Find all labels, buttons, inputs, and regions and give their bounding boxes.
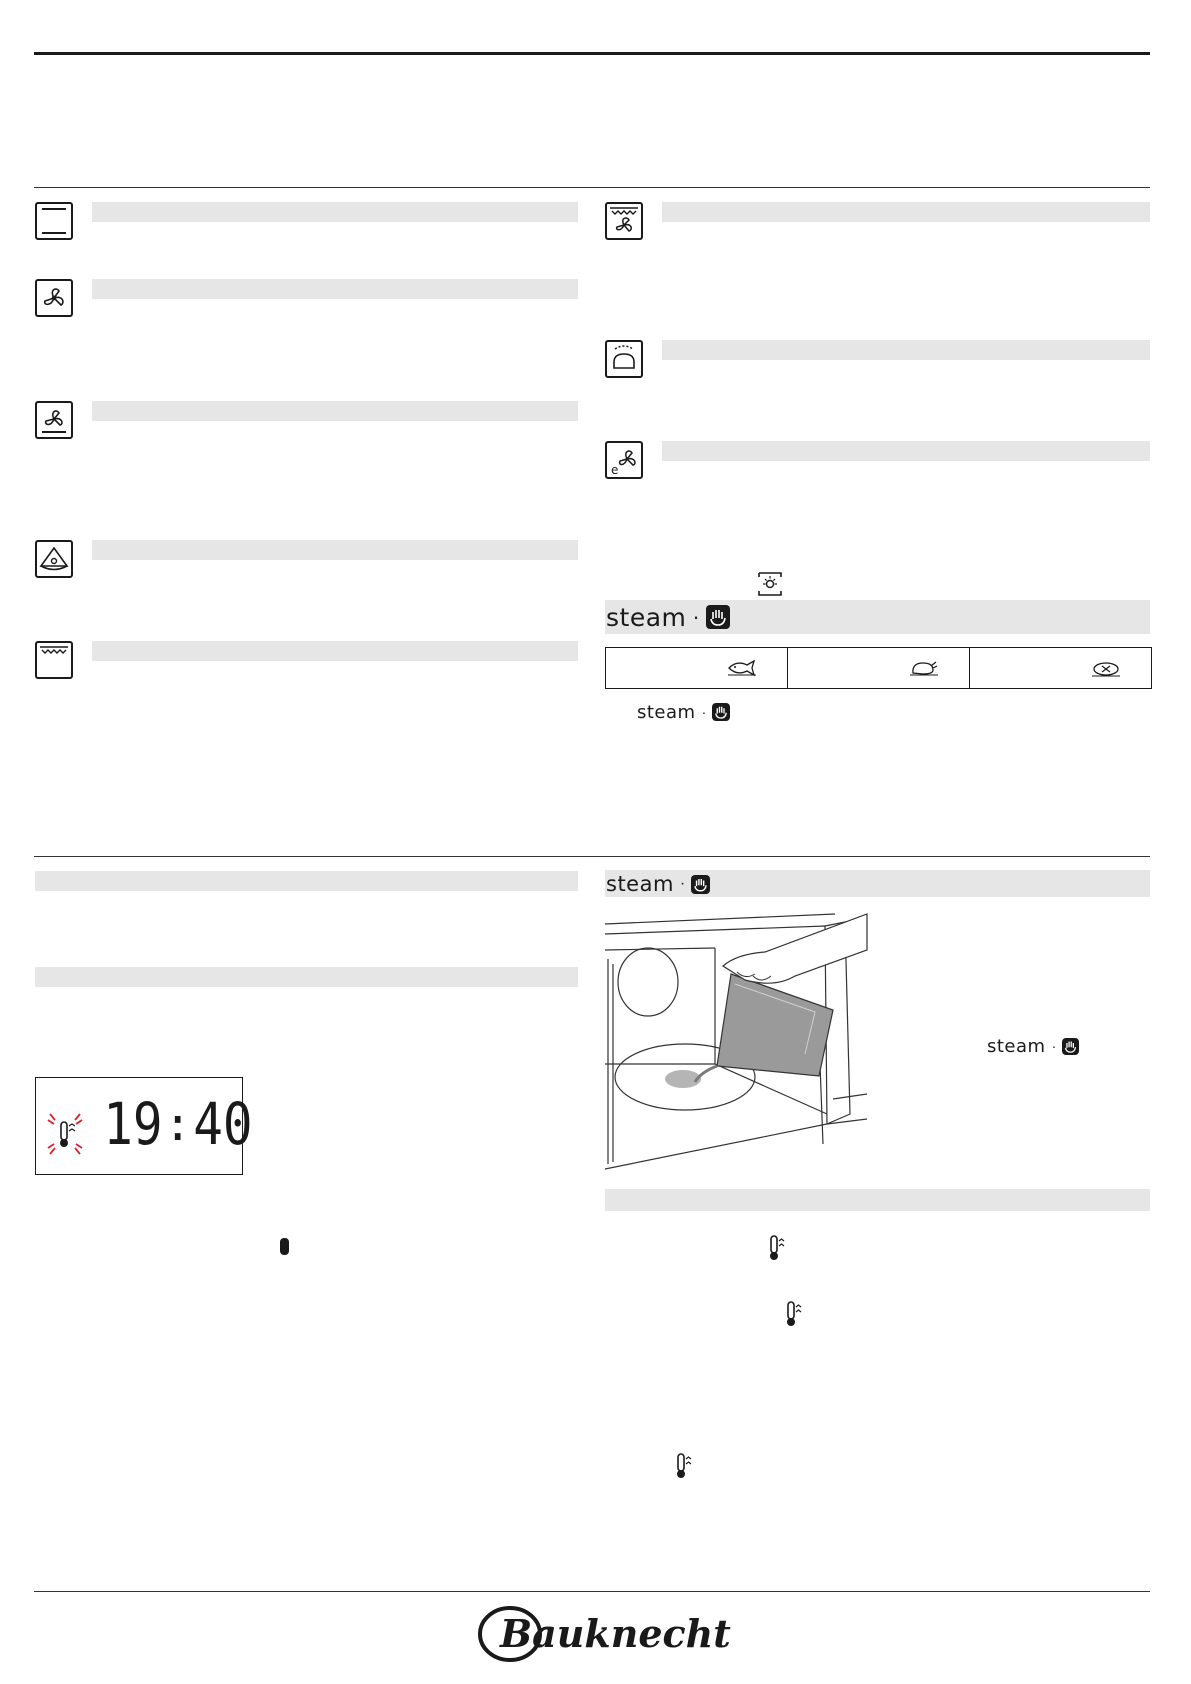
dot-marker-icon bbox=[280, 1238, 289, 1255]
svg-text:e: e bbox=[611, 463, 619, 477]
steam-hand-icon bbox=[712, 703, 730, 721]
bauknecht-logo bbox=[478, 1603, 731, 1663]
preheat-flashing-icon bbox=[46, 1112, 84, 1156]
steam-separator: · bbox=[679, 875, 686, 892]
steam-word: steam bbox=[606, 602, 687, 632]
grill-icon bbox=[35, 641, 73, 679]
section-rule-1 bbox=[34, 187, 1150, 188]
section-bar-proofing bbox=[662, 340, 1150, 360]
steam-hand-icon bbox=[691, 875, 710, 894]
section-bar-convection-bake bbox=[92, 401, 578, 421]
display-hours: 19 bbox=[103, 1090, 163, 1158]
food-cell-poultry bbox=[788, 648, 970, 688]
steam-separator: · bbox=[701, 704, 707, 720]
section-bar-turbo-grill bbox=[662, 202, 1150, 222]
steam-word: steam bbox=[637, 701, 696, 723]
preheat-thermometer-icon bbox=[675, 1453, 693, 1479]
pizza-icon bbox=[35, 540, 73, 578]
fan-icon bbox=[35, 279, 73, 317]
turbo-grill-icon bbox=[605, 202, 643, 240]
section-rule-2 bbox=[34, 856, 1150, 857]
steam-food-table bbox=[605, 647, 1152, 689]
steam-logo-header bbox=[606, 602, 730, 632]
steam-hand-icon bbox=[706, 605, 730, 629]
section-bar-lower-2 bbox=[35, 967, 578, 987]
food-cell-fish bbox=[606, 648, 788, 688]
steam-word: steam bbox=[606, 872, 674, 896]
food-cell-bread bbox=[970, 648, 1151, 688]
bread-icon bbox=[1091, 659, 1121, 677]
preheat-thermometer-icon bbox=[785, 1301, 803, 1327]
steam-logo-illustration bbox=[987, 1036, 1079, 1056]
section-bar-pizza bbox=[92, 540, 578, 560]
display-minutes: 40 bbox=[192, 1090, 253, 1158]
preheat-thermometer-icon bbox=[768, 1235, 786, 1261]
section-bar-grill bbox=[92, 641, 578, 661]
section-bar-fan bbox=[92, 279, 578, 299]
section-bar-eco bbox=[662, 441, 1150, 461]
conventional-icon bbox=[35, 202, 73, 240]
fish-icon bbox=[727, 659, 757, 677]
eco-forced-air-icon bbox=[605, 441, 643, 479]
steam-word: steam bbox=[987, 1035, 1046, 1057]
footer-rule bbox=[34, 1591, 1150, 1592]
oven-display bbox=[35, 1077, 253, 1175]
section-bar-conventional bbox=[92, 202, 578, 222]
proofing-icon bbox=[605, 340, 643, 378]
top-rule bbox=[34, 52, 1150, 55]
svg-text:Bauknecht: Bauknecht bbox=[500, 1611, 731, 1656]
pour-water-illustration bbox=[605, 914, 867, 1172]
steam-logo-water bbox=[606, 872, 710, 896]
lamp-icon bbox=[757, 571, 783, 597]
section-bar-preheat bbox=[605, 1189, 1150, 1211]
display-colon: : bbox=[163, 1097, 192, 1151]
steam-separator: · bbox=[1051, 1038, 1057, 1054]
steam-hand-icon bbox=[1062, 1038, 1079, 1055]
poultry-icon bbox=[909, 659, 939, 677]
steam-separator: · bbox=[692, 604, 700, 629]
convection-bake-icon bbox=[35, 401, 73, 439]
steam-logo-inline bbox=[637, 702, 730, 722]
section-bar-lower-1 bbox=[35, 871, 578, 891]
